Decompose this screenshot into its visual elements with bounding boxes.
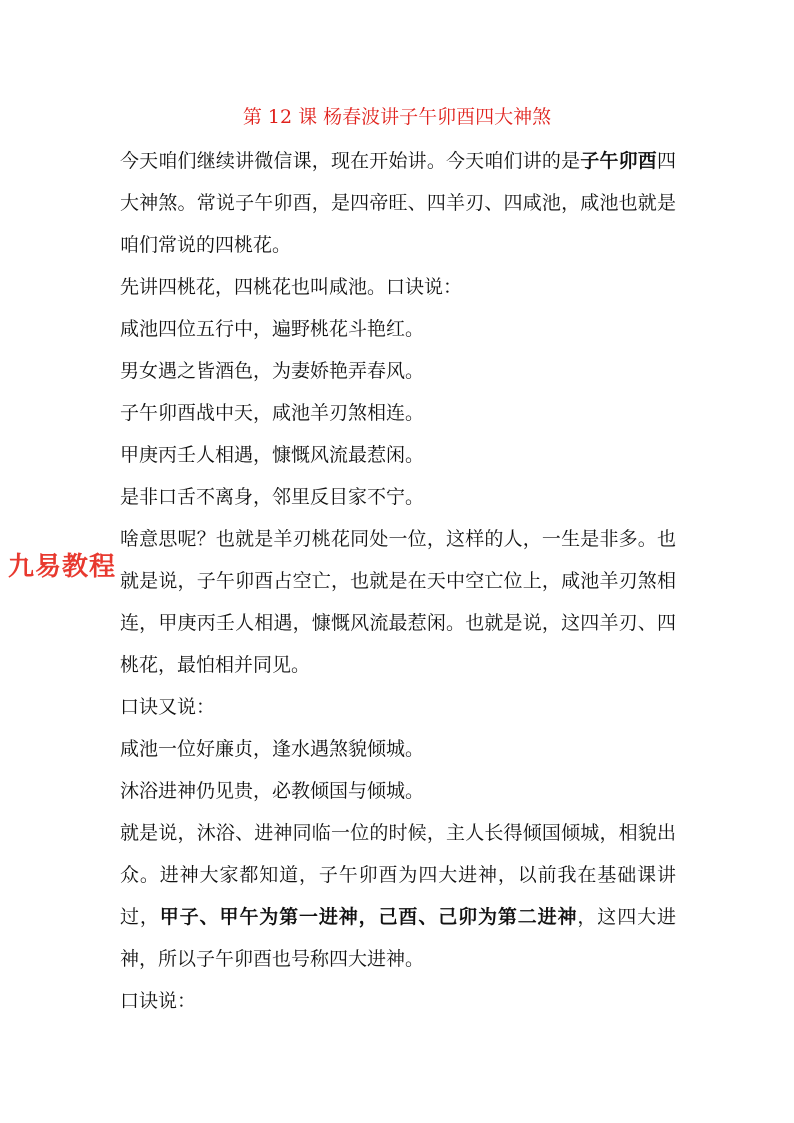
verse-line: 甲庚丙壬人相遇，慷慨风流最惹闲。: [120, 444, 425, 466]
document-body: [120, 140, 676, 1022]
paragraph-text: 今天咱们继续讲微信课，现在开始讲。今天咱们讲的是: [120, 150, 581, 172]
verse-line: 是非口舌不离身，邻里反目家不宁。: [120, 486, 425, 508]
watermark-logo: 九易教程: [8, 552, 117, 582]
bold-text: 甲子、甲午为第一进神，己酉、己卯为第二进神: [159, 906, 578, 928]
verse-line: 子午卯酉战中天，咸池羊刃煞相连。: [120, 402, 425, 424]
paragraph-text: 就是说，沐浴、进神同临一位的时候，主人长得倾国倾城，相貌出众。进神大家都知道，子午卯酉为四大进神，以前我在基础课讲过，: [120, 822, 676, 928]
verse-line: 男女遇之皆酒色，为妻娇艳弄春风。: [120, 360, 425, 382]
paragraph: [120, 140, 676, 266]
paragraph: 口诀又说：: [120, 696, 216, 718]
paragraph-text: ，这四大进神，所以子午卯酉也号称四大进神。: [120, 906, 676, 970]
paragraph: [120, 812, 676, 980]
verse-line: 咸池四位五行中，遍野桃花斗艳红。: [120, 318, 425, 340]
paragraph: 口诀说：: [120, 990, 197, 1012]
document-title: 第 12 课 杨春波讲子午卯酉四大神煞: [242, 106, 552, 128]
paragraph-text: 四大神煞。常说子午卯酉，是四帝旺、四羊刃、四咸池，咸池也就是咱们常说的四桃花。: [120, 150, 676, 256]
bold-text: 子午卯酉: [580, 150, 657, 172]
paragraph: 先讲四桃花，四桃花也叫咸池。口诀说：: [120, 276, 463, 298]
verse-line: 咸池一位好廉贞，逢水遇煞貌倾城。: [120, 738, 425, 760]
paragraph: 啥意思呢？也就是羊刃桃花同处一位，这样的人，一生是非多。也就是说，子午卯酉占空亡，也就是在天中空亡位上，咸池羊刃煞相连，甲庚丙壬人相遇，慷慨风流最惹闲。也就是说，这四羊刃、四桃花，最怕相并同见。: [120, 528, 676, 676]
verse-line: 沐浴进神仍见贵，必教倾国与倾城。: [120, 780, 425, 802]
